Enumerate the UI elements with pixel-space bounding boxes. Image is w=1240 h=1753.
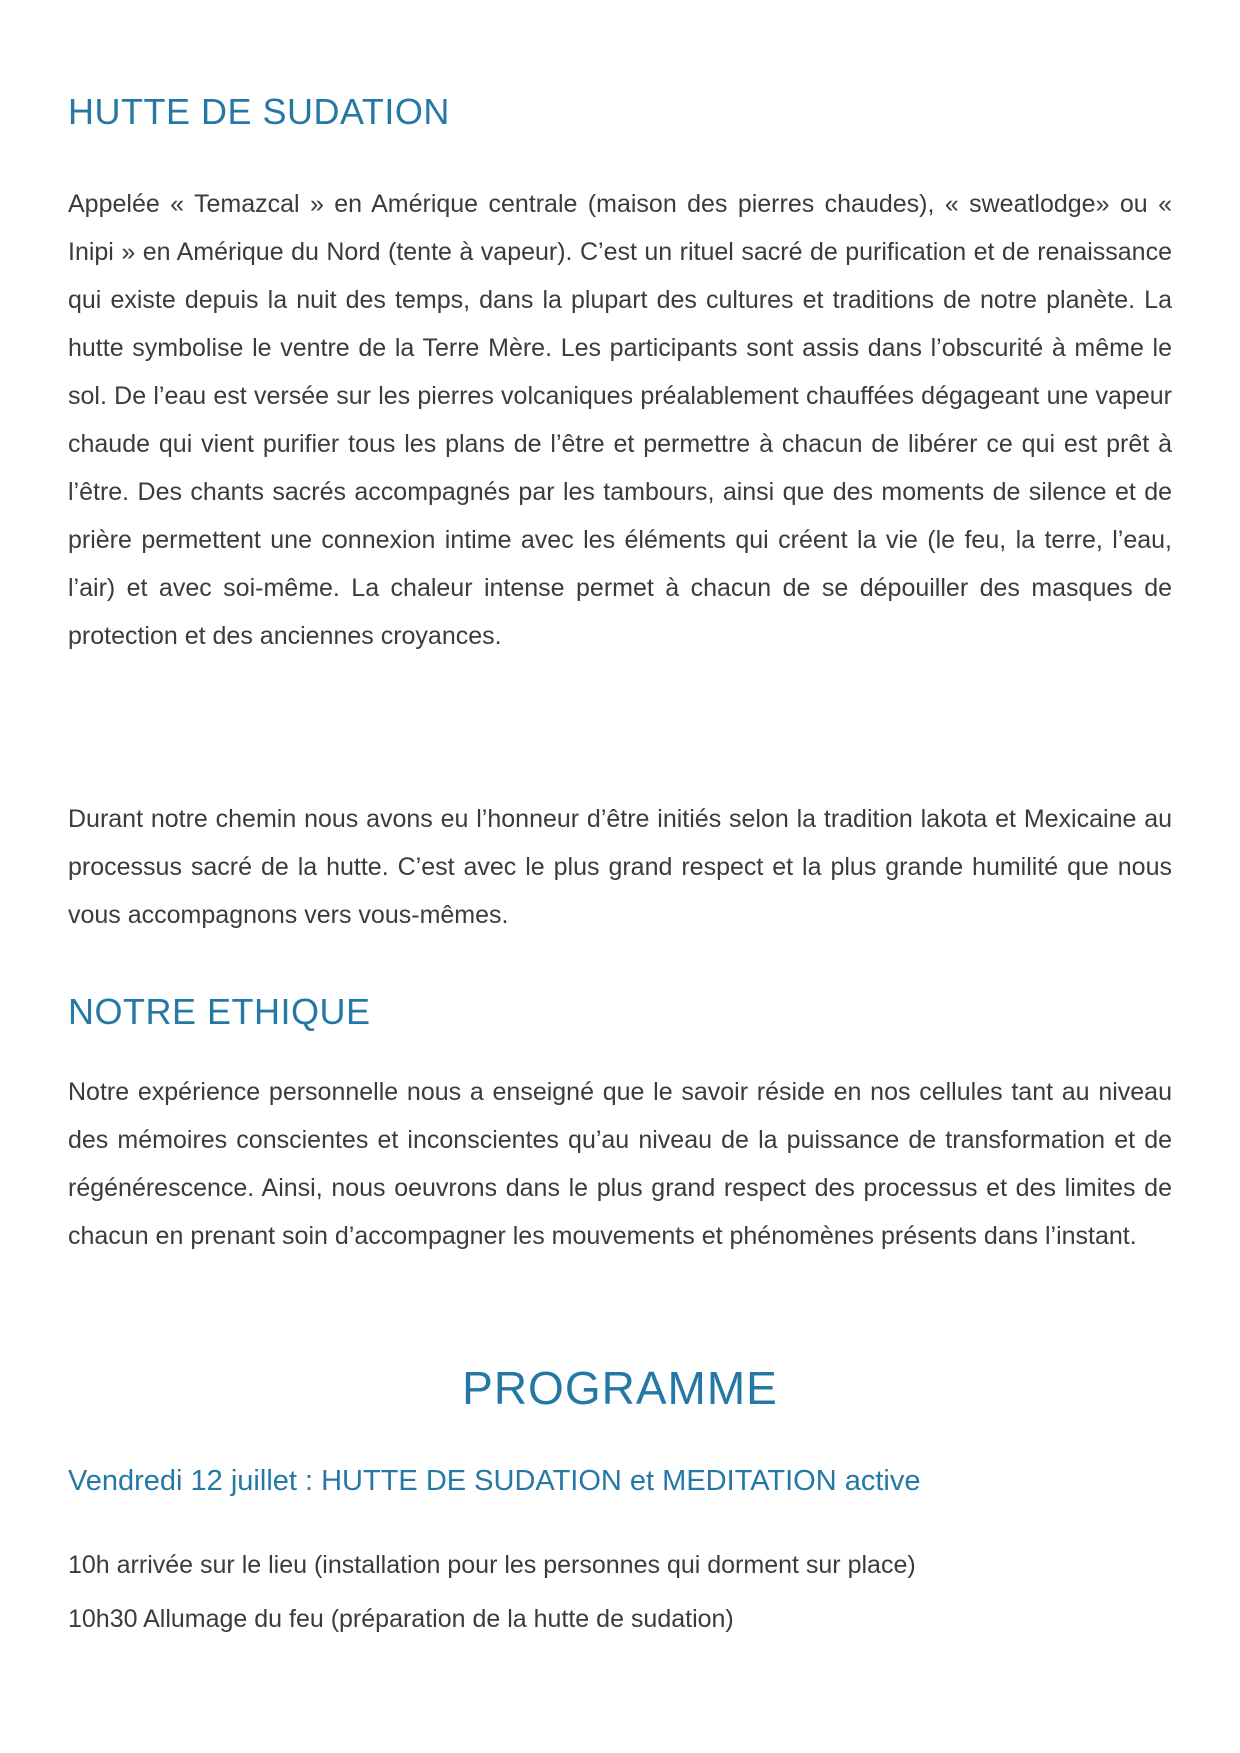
paragraph-ethique: Notre expérience personnelle nous a enseigné que le savoir réside en nos cellules tant au niveau des mémoires conscientes et inconscientes qu’au niveau de la puissance de transformation et de régénérescence. Ainsi, nous oeuvrons dans le plus grand respect des processus et des limites de chacun en prenant soin d’accompagner les mouvements et phénomènes présents dans l’instant. [68, 1078, 1172, 1250]
paragraph-hutte-description: Appelée « Temazcal » en Amérique centrale (maison des pierres chaudes), « sweatlodge» ou « Inipi » en Amérique du Nord (tente à vapeur). C’est un rituel sacré de purification et de renaissance qui existe depuis la nuit des temps, dans la plupart des cultures et traditions de notre planète. La hutte symbolise le ventre de la Terre Mère. Les participants sont assis dans l’obscurité à même le sol. De l’eau est versée sur les pierres volcaniques préalablement chauffées dégageant une vapeur chaude qui vient purifier tous les plans de l’être et permettre à chacun de libérer ce qui est prêt à l’être. Des chants sacrés accompagnés par les tambours, ainsi que des moments de silence et de prière permettent une connexion intime avec les éléments qui créent la vie (le feu, la terre, l’eau, l’air) et avec soi-même. La chaleur intense permet à chacun de se dépouiller des masques de protection et des anciennes croyances. [68, 190, 1172, 650]
paragraph-hutte-initiation: Durant notre chemin nous avons eu l’honneur d’être initiés selon la tradition lakota et Mexicaine au processus sacré de la hutte. C’est avec le plus grand respect et la plus grande humilité que nous vous accompagnons vers vous-mêmes. [68, 805, 1172, 929]
programme-title: PROGRAMME [462, 1362, 778, 1414]
section-heading-notre-ethique: NOTRE ETHIQUE [68, 991, 371, 1032]
day-heading-vendredi-12-juillet: Vendredi 12 juillet : HUTTE DE SUDATION et MEDITATION active [68, 1465, 921, 1497]
section-heading-hutte-de-sudation: HUTTE DE SUDATION [68, 91, 450, 132]
schedule-line-10h30: 10h30 Allumage du feu (préparation de la hutte de sudation) [68, 1605, 734, 1633]
schedule-line-10h: 10h arrivée sur le lieu (installation pour les personnes qui dorment sur place) [68, 1551, 916, 1579]
